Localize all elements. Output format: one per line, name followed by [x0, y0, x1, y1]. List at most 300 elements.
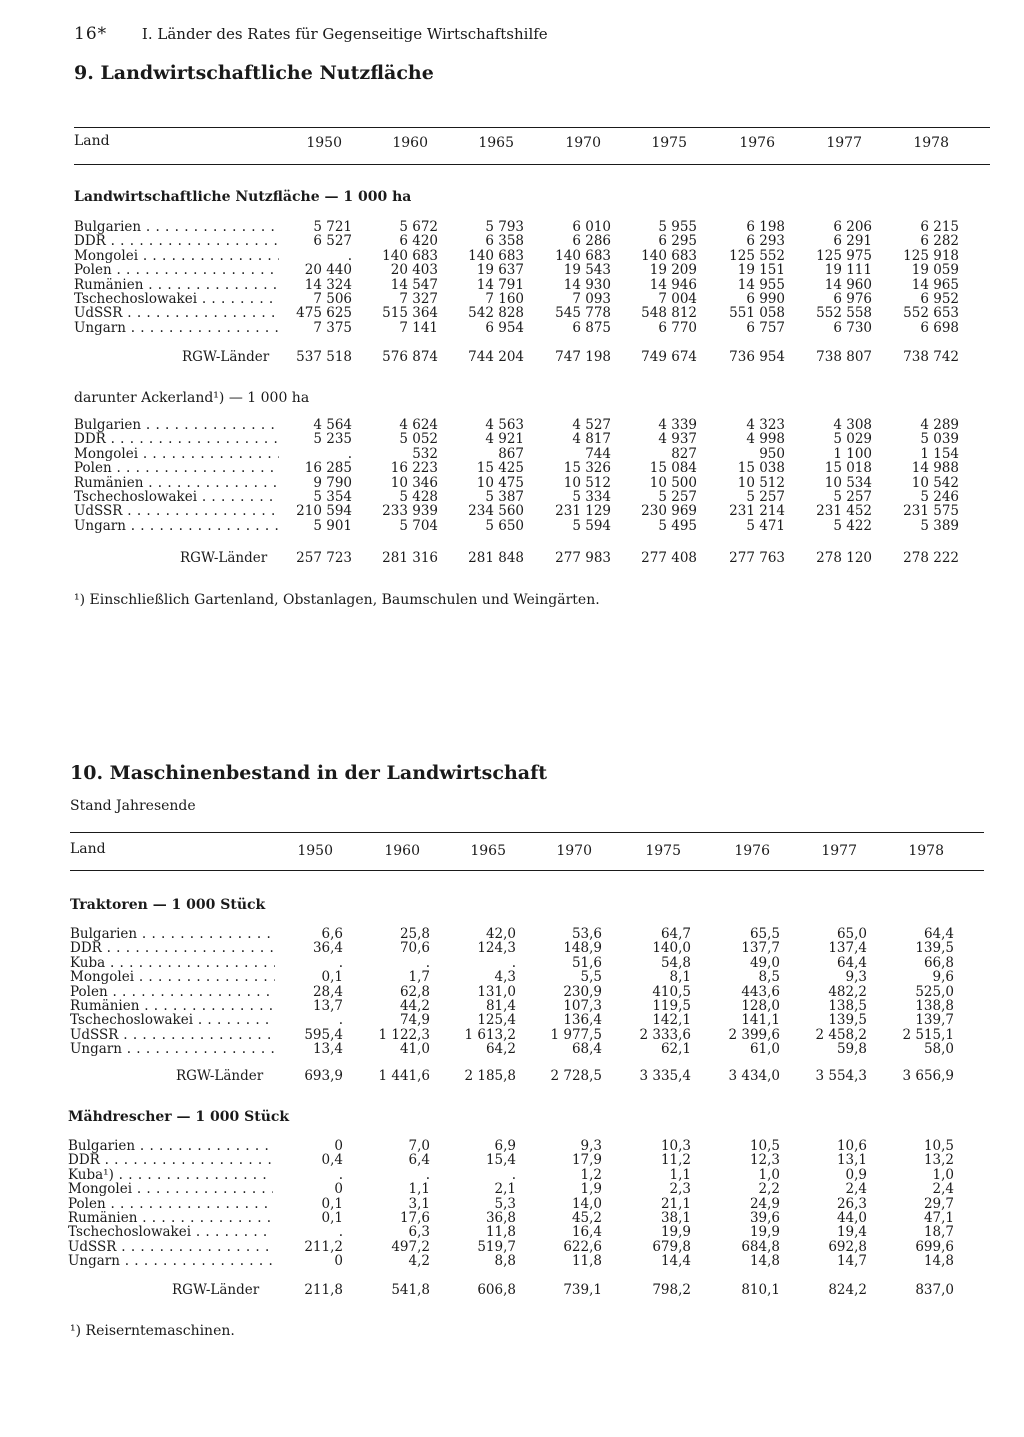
table-cell: 49,0	[749, 954, 780, 971]
table-cell: .	[347, 247, 352, 264]
header-year: 1977	[821, 843, 857, 859]
table-cell: 6 954	[485, 319, 524, 336]
table-cell: 14 955	[737, 276, 785, 293]
table-cell: 210 594	[296, 503, 352, 520]
table-cell: 548 812	[641, 305, 697, 322]
table-cell: 64,7	[660, 926, 691, 942]
table-cell: 1 154	[920, 445, 959, 462]
table-cell: 107,3	[563, 997, 602, 1014]
table-cell: 679,8	[652, 1238, 691, 1255]
table-cell: 10 475	[476, 474, 524, 491]
table-cell: 13,2	[923, 1152, 954, 1169]
table-cell: 17,6	[399, 1209, 430, 1226]
table-cell: 28,4	[312, 983, 343, 1000]
total-cell: 824,2	[828, 1282, 867, 1298]
table-cell: 1,7	[408, 969, 430, 986]
table-cell: 24,9	[749, 1195, 780, 1212]
table-cell: 42,0	[485, 926, 516, 942]
row-land: Rumänien . . .	[74, 476, 279, 490]
table-cell: 0	[334, 1181, 343, 1198]
table-cell: 2 515,1	[902, 1026, 954, 1043]
table-cell: 138,5	[828, 997, 867, 1014]
row-land: Bulgarien . . .	[74, 220, 279, 234]
header-year: 1950	[297, 843, 333, 859]
table-cell: 64,4	[836, 954, 867, 971]
total-cell: 277 763	[729, 550, 785, 566]
section-10-footnote: ¹) Reiserntemaschinen.	[70, 1323, 235, 1339]
table-10-block-1-title: Traktoren — 1 000 Stück	[70, 897, 266, 913]
table-cell: 17,9	[571, 1152, 602, 1169]
table-cell: 5 257	[833, 488, 872, 505]
row-land: Polen . . .	[74, 263, 279, 277]
table-cell: 15 084	[649, 460, 697, 477]
total-cell: 3 554,3	[815, 1068, 867, 1084]
table-cell: 20 403	[390, 262, 438, 279]
table-cell: 59,8	[836, 1041, 867, 1058]
table-cell: 4 308	[833, 417, 872, 433]
table-cell: 8,8	[494, 1253, 516, 1270]
table-cell: 5 052	[399, 431, 438, 448]
table-cell: 58,0	[923, 1041, 954, 1058]
table-cell: 5 389	[920, 517, 959, 534]
table-cell: 4 323	[746, 417, 785, 433]
table-10-block-2-title: Mähdrescher — 1 000 Stück	[68, 1109, 290, 1125]
section-9-title: 9. Landwirtschaftliche Nutzfläche	[74, 62, 434, 84]
row-land: Polen . . .	[74, 461, 279, 475]
table-cell: 6 215	[920, 219, 959, 235]
table-cell: 5,5	[580, 969, 602, 986]
row-land: Mongolei . . .	[68, 1182, 273, 1196]
table-cell: 6 206	[833, 219, 872, 235]
table-cell: 2,3	[669, 1181, 691, 1198]
table-cell: 5 257	[658, 488, 697, 505]
header-year: 1978	[908, 843, 944, 859]
row-land: Ungarn . . .	[74, 519, 279, 533]
table-cell: 26,3	[836, 1195, 867, 1212]
table-cell: 19,9	[749, 1224, 780, 1241]
total-cell: 3 434,0	[728, 1068, 780, 1084]
row-land: Mongolei . . .	[70, 970, 275, 984]
table-cell: 8,5	[758, 969, 780, 986]
row-land: Polen . . .	[68, 1197, 273, 1211]
table-cell: .	[511, 1166, 516, 1183]
table-cell: 827	[671, 445, 697, 462]
table-cell: 62,8	[399, 983, 430, 1000]
total-cell: 2 728,5	[550, 1068, 602, 1084]
total-cell: 2 185,8	[464, 1068, 516, 1084]
row-land: DDR . . .	[74, 234, 279, 248]
total-cell: 281 848	[468, 550, 524, 566]
table-cell: 482,2	[828, 983, 867, 1000]
table-cell: 68,4	[571, 1041, 602, 1058]
table-cell: 14 791	[476, 276, 524, 293]
table-cell: 125 918	[903, 247, 959, 264]
table-cell: 0,1	[321, 1209, 343, 1226]
table-cell: 6 282	[920, 233, 959, 250]
total-cell: 798,2	[652, 1282, 691, 1298]
table-cell: 6 527	[313, 233, 352, 250]
table-cell: 10 512	[563, 474, 611, 491]
table-cell: 443,6	[741, 983, 780, 1000]
table-9-top-rule	[74, 127, 990, 128]
table-cell: 20 440	[304, 262, 352, 279]
table-cell: 7 327	[399, 290, 438, 307]
table-cell: 230,9	[563, 983, 602, 1000]
table-cell: 699,6	[915, 1238, 954, 1255]
table-cell: 4 624	[399, 417, 438, 433]
row-land: UdSSR . . .	[74, 306, 279, 320]
section-10-subtitle: Stand Jahresende	[70, 798, 196, 814]
total-cell: 693,9	[304, 1068, 343, 1084]
table-cell: .	[338, 954, 343, 971]
table-cell: 10 500	[649, 474, 697, 491]
row-land: UdSSR . . .	[74, 504, 279, 518]
table-cell: 4 564	[313, 417, 352, 433]
table-cell: 19 059	[911, 262, 959, 279]
table-cell: 10,6	[836, 1138, 867, 1154]
table-cell: 230 969	[641, 503, 697, 520]
table-cell: 5 257	[746, 488, 785, 505]
table-cell: 5 594	[572, 517, 611, 534]
table-cell: 234 560	[468, 503, 524, 520]
table-cell: 4 289	[920, 417, 959, 433]
table-cell: 36,8	[485, 1209, 516, 1226]
header-year: 1960	[392, 135, 428, 151]
table-cell: 8,1	[669, 969, 691, 986]
total-cell: 576 874	[382, 349, 438, 365]
table-cell: 12,3	[749, 1152, 780, 1169]
table-cell: 7 506	[313, 290, 352, 307]
table-cell: 744	[585, 445, 611, 462]
table-cell: 7 004	[658, 290, 697, 307]
total-cell: 744 204	[468, 349, 524, 365]
row-land: DDR . . .	[70, 941, 275, 955]
total-cell: 739,1	[563, 1282, 602, 1298]
table-cell: 139,5	[828, 1012, 867, 1029]
table-cell: 19 637	[476, 262, 524, 279]
row-land: Polen . . .	[70, 985, 275, 999]
table-cell: 519,7	[477, 1238, 516, 1255]
table-cell: 11,2	[660, 1152, 691, 1169]
table-cell: 9 790	[313, 474, 352, 491]
table-cell: 5 235	[313, 431, 352, 448]
total-label: RGW-Länder	[182, 349, 270, 365]
table-cell: 6 010	[572, 219, 611, 235]
table-cell: 231 214	[729, 503, 785, 520]
table-cell: 4 921	[485, 431, 524, 448]
table-cell: 10 512	[737, 474, 785, 491]
page-number: 16*	[74, 24, 108, 44]
table-cell: 410,5	[652, 983, 691, 1000]
table-cell: 45,2	[571, 1209, 602, 1226]
table-cell: 552 558	[816, 305, 872, 322]
table-cell: 5 029	[833, 431, 872, 448]
table-cell: 19 151	[737, 262, 785, 279]
table-9-header-rule	[74, 164, 990, 165]
table-cell: 70,6	[399, 940, 430, 957]
header-year: 1965	[478, 135, 514, 151]
total-cell: 278 222	[903, 550, 959, 566]
header-year: 1977	[826, 135, 862, 151]
table-cell: 81,4	[485, 997, 516, 1014]
table-cell: 41,0	[399, 1041, 430, 1058]
table-cell: 551 058	[729, 305, 785, 322]
total-label: RGW-Länder	[176, 1068, 264, 1084]
table-10-top-rule	[70, 832, 984, 833]
table-cell: 3,1	[408, 1195, 430, 1212]
table-cell: 5 354	[313, 488, 352, 505]
row-land: UdSSR . . .	[68, 1240, 273, 1254]
total-cell: 738 807	[816, 349, 872, 365]
table-cell: 140 683	[382, 247, 438, 264]
table-cell: 475 625	[296, 305, 352, 322]
table-cell: 15 038	[737, 460, 785, 477]
table-cell: 2,1	[494, 1181, 516, 1198]
total-cell: 606,8	[477, 1282, 516, 1298]
table-9-block-2-title: darunter Ackerland¹) — 1 000 ha	[74, 390, 310, 406]
table-cell: 125 975	[816, 247, 872, 264]
header-year: 1950	[306, 135, 342, 151]
total-cell: 277 408	[641, 550, 697, 566]
row-land: Tschechoslowakei . . .	[74, 292, 279, 306]
table-cell: 139,7	[915, 1012, 954, 1029]
table-cell: 0,1	[321, 1195, 343, 1212]
table-cell: 53,6	[571, 926, 602, 942]
total-cell: 747 198	[555, 349, 611, 365]
total-cell: 281 316	[382, 550, 438, 566]
table-cell: 14 965	[911, 276, 959, 293]
table-cell: 1,1	[669, 1166, 691, 1183]
table-cell: 10,5	[749, 1138, 780, 1154]
row-land: Rumänien . . .	[68, 1211, 273, 1225]
table-cell: 131,0	[477, 983, 516, 1000]
table-cell: 4 527	[572, 417, 611, 433]
table-cell: 2,2	[758, 1181, 780, 1198]
table-cell: 39,6	[749, 1209, 780, 1226]
table-cell: 125,4	[477, 1012, 516, 1029]
table-cell: 124,3	[477, 940, 516, 957]
table-cell: 0,4	[321, 1152, 343, 1169]
table-cell: 128,0	[741, 997, 780, 1014]
table-cell: 6 875	[572, 319, 611, 336]
table-cell: 545 778	[555, 305, 611, 322]
table-cell: 6 976	[833, 290, 872, 307]
table-cell: 5 721	[313, 219, 352, 235]
header-year: 1976	[739, 135, 775, 151]
total-label: RGW-Länder	[172, 1282, 260, 1298]
table-cell: 119,5	[652, 997, 691, 1014]
table-cell: 6,3	[408, 1224, 430, 1241]
table-cell: 64,4	[923, 926, 954, 942]
table-cell: 15 018	[824, 460, 872, 477]
table-cell: 1 977,5	[550, 1026, 602, 1043]
table-cell: .	[425, 954, 430, 971]
table-cell: 36,4	[312, 940, 343, 957]
row-land: Ungarn . . .	[68, 1254, 273, 1268]
running-head	[74, 24, 548, 44]
total-cell: 738 742	[903, 349, 959, 365]
table-cell: 9,3	[580, 1138, 602, 1154]
row-land: Mongolei . . .	[74, 249, 279, 263]
table-cell: 65,5	[749, 926, 780, 942]
row-land: Tschechoslowakei . . .	[70, 1013, 275, 1027]
table-cell: 2,4	[932, 1181, 954, 1198]
table-cell: 15 326	[563, 460, 611, 477]
row-land: Tschechoslowakei . . .	[68, 1225, 273, 1239]
table-cell: 7 375	[313, 319, 352, 336]
table-cell: 10 542	[911, 474, 959, 491]
table-cell: 1 100	[833, 445, 872, 462]
row-land: Bulgarien . . .	[70, 927, 275, 941]
total-cell: 277 983	[555, 550, 611, 566]
table-cell: 867	[498, 445, 524, 462]
table-cell: 125 552	[729, 247, 785, 264]
table-cell: 6 358	[485, 233, 524, 250]
table-cell: 15,4	[485, 1152, 516, 1169]
table-cell: .	[338, 1012, 343, 1029]
table-cell: 19 543	[563, 262, 611, 279]
row-land: Ungarn . . .	[74, 321, 279, 335]
table-cell: 6 770	[658, 319, 697, 336]
total-label: RGW-Länder	[180, 550, 268, 566]
table-cell: 64,2	[485, 1041, 516, 1058]
total-cell: 749 674	[641, 349, 697, 365]
table-cell: .	[347, 445, 352, 462]
table-cell: 1 122,3	[378, 1026, 430, 1043]
table-cell: 65,0	[836, 926, 867, 942]
table-cell: 497,2	[391, 1238, 430, 1255]
table-cell: 5 039	[920, 431, 959, 448]
table-cell: 14,7	[836, 1253, 867, 1270]
table-cell: 5 672	[399, 219, 438, 235]
total-cell: 1 441,6	[378, 1068, 430, 1084]
table-cell: 5 955	[658, 219, 697, 235]
table-cell: 4 937	[658, 431, 697, 448]
table-10-header-rule	[70, 870, 984, 871]
table-cell: 29,7	[923, 1195, 954, 1212]
row-land: Bulgarien . . .	[74, 418, 279, 432]
table-cell: 19 209	[649, 262, 697, 279]
table-cell: 1,0	[932, 1166, 954, 1183]
header-year: 1975	[645, 843, 681, 859]
table-cell: 1,1	[408, 1181, 430, 1198]
total-cell: 211,8	[304, 1282, 343, 1298]
running-head-title: I. Länder des Rates für Gegenseitige Wirtschaftshilfe	[141, 25, 548, 43]
table-cell: 25,8	[399, 926, 430, 942]
table-cell: 5 387	[485, 488, 524, 505]
table-cell: 16 223	[390, 460, 438, 477]
table-cell: 44,0	[836, 1209, 867, 1226]
table-cell: 62,1	[660, 1041, 691, 1058]
table-cell: 6 990	[746, 290, 785, 307]
table-cell: 18,7	[923, 1224, 954, 1241]
table-cell: 532	[412, 445, 438, 462]
table-cell: 2 399,6	[728, 1026, 780, 1043]
table-cell: 1 613,2	[464, 1026, 516, 1043]
table-cell: 10 346	[390, 474, 438, 491]
table-cell: 19,4	[836, 1224, 867, 1241]
table-cell: 140 683	[468, 247, 524, 264]
table-cell: 0,1	[321, 969, 343, 986]
table-cell: 692,8	[828, 1238, 867, 1255]
table-cell: 6 198	[746, 219, 785, 235]
total-cell: 541,8	[391, 1282, 430, 1298]
table-cell: 0	[334, 1138, 343, 1154]
table-cell: 233 939	[382, 503, 438, 520]
table-cell: 19 111	[824, 262, 872, 279]
table-cell: 14,4	[660, 1253, 691, 1270]
total-cell: 3 656,9	[902, 1068, 954, 1084]
table-cell: 14 547	[390, 276, 438, 293]
table-cell: 38,1	[660, 1209, 691, 1226]
table-cell: 7 093	[572, 290, 611, 307]
table-cell: 542 828	[468, 305, 524, 322]
table-cell: 5 428	[399, 488, 438, 505]
table-cell: 66,8	[923, 954, 954, 971]
table-cell: 6 291	[833, 233, 872, 250]
table-cell: .	[425, 1166, 430, 1183]
table-cell: 2 333,6	[639, 1026, 691, 1043]
header-year: 1975	[651, 135, 687, 151]
table-cell: 6 952	[920, 290, 959, 307]
table-cell: 15 425	[476, 460, 524, 477]
table-cell: 136,4	[563, 1012, 602, 1029]
table-cell: 14,8	[749, 1253, 780, 1270]
table-cell: 525,0	[915, 983, 954, 1000]
header-land: Land	[70, 841, 106, 857]
table-cell: 9,3	[845, 969, 867, 986]
table-cell: .	[338, 1224, 343, 1241]
table-cell: 140,0	[652, 940, 691, 957]
table-cell: 6,9	[494, 1138, 516, 1154]
header-year: 1976	[734, 843, 770, 859]
table-cell: 6 757	[746, 319, 785, 336]
header-land: Land	[74, 133, 110, 149]
row-land: Rumänien . . .	[74, 278, 279, 292]
table-cell: 5 704	[399, 517, 438, 534]
total-cell: 810,1	[741, 1282, 780, 1298]
table-cell: 6 295	[658, 233, 697, 250]
table-cell: 14,8	[923, 1253, 954, 1270]
section-10-title: 10. Maschinenbestand in der Landwirtschaft	[70, 762, 548, 784]
table-cell: 54,8	[660, 954, 691, 971]
table-cell: 4 817	[572, 431, 611, 448]
header-year: 1965	[470, 843, 506, 859]
table-9-block-1-title: Landwirtschaftliche Nutzfläche — 1 000 ha	[74, 189, 412, 205]
table-cell: 140 683	[555, 247, 611, 264]
table-cell: 9,6	[932, 969, 954, 986]
table-cell: 552 653	[903, 305, 959, 322]
row-land: Tschechoslowakei . . .	[74, 490, 279, 504]
row-land: UdSSR . . .	[70, 1028, 275, 1042]
table-cell: 231 575	[903, 503, 959, 520]
table-cell: 6 286	[572, 233, 611, 250]
row-land: DDR . . .	[74, 432, 279, 446]
row-land: Kuba¹) . . .	[68, 1168, 273, 1182]
table-cell: 2,4	[845, 1181, 867, 1198]
table-cell: 231 452	[816, 503, 872, 520]
table-cell: 139,5	[915, 940, 954, 957]
table-cell: 6 730	[833, 319, 872, 336]
table-cell: 684,8	[741, 1238, 780, 1255]
total-cell: 736 954	[729, 349, 785, 365]
table-cell: 0,9	[845, 1166, 867, 1183]
table-cell: 10,5	[923, 1138, 954, 1154]
table-cell: 11,8	[571, 1253, 602, 1270]
table-cell: 7 141	[399, 319, 438, 336]
table-cell: 13,1	[836, 1152, 867, 1169]
table-cell: 7 160	[485, 290, 524, 307]
